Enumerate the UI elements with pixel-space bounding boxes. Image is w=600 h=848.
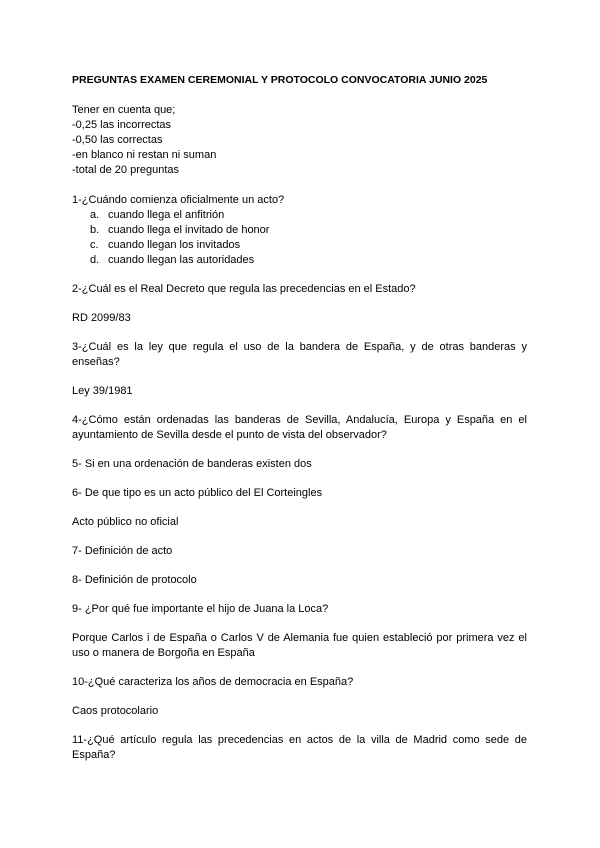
note-line: -total de 20 preguntas [72, 164, 180, 176]
note-line: -en blanco ni restan ni suman [72, 149, 217, 161]
option-item [72, 208, 527, 223]
option-letter: a. [90, 209, 100, 221]
options-list [72, 208, 527, 268]
option-item [72, 223, 527, 238]
answer-9: Porque Carlos i de España o Carlos V de Alemania fue quien estableció por primera vez el uso o manera de Borgoña en España [72, 632, 527, 659]
document-body [72, 73, 527, 777]
option-item [72, 238, 527, 253]
option-text: cuando llega el anfitrión [108, 209, 225, 221]
option-letter: c. [90, 239, 99, 251]
option-text: cuando llegan los invitados [108, 239, 241, 251]
option-letter: b. [90, 224, 100, 236]
answer-3: Ley 39/1981 [72, 385, 133, 397]
question-5: 5- Si en una ordenación de banderas existen dos [72, 458, 312, 470]
question-text: 1-¿Cuándo comienza oficialmente un acto? [72, 194, 285, 206]
note-line: -0,50 las correctas [72, 134, 163, 146]
option-text: cuando llegan las autoridades [108, 254, 255, 266]
document-title: PREGUNTAS EXAMEN CEREMONIAL Y PROTOCOLO CONVOCATORIA JUNIO 2025 [72, 74, 488, 86]
question-7: 7- Definición de acto [72, 545, 173, 557]
question-10: 10-¿Qué caracteriza los años de democracia en España? [72, 676, 354, 688]
note-line: -0,25 las incorrectas [72, 119, 172, 131]
question-9: 9- ¿Por qué fue importante el hijo de Juana la Loca? [72, 603, 329, 615]
question-6: 6- De que tipo es un acto público del El Corteingles [72, 487, 323, 499]
question-1 [72, 193, 527, 268]
answer-2: RD 2099/83 [72, 312, 131, 324]
option-item [72, 253, 527, 268]
question-2: 2-¿Cuál es el Real Decreto que regula las precedencias en el Estado? [72, 283, 416, 295]
note-line: Tener en cuenta que; [72, 104, 176, 116]
question-11: 11-¿Qué artículo regula las precedencias en actos de la villa de Madrid como sede de España? [72, 734, 527, 761]
answer-6: Acto público no oficial [72, 516, 179, 528]
exam-notes [72, 103, 527, 178]
option-letter: d. [90, 254, 100, 266]
option-text: cuando llega el invitado de honor [108, 224, 270, 236]
question-3: 3-¿Cuál es la ley que regula el uso de la bandera de España, y de otras banderas y enseñas? [72, 341, 527, 368]
answer-10: Caos protocolario [72, 705, 159, 717]
question-4: 4-¿Cómo están ordenadas las banderas de Sevilla, Andalucía, Europa y España en el ayuntamiento de Sevilla desde el punto de vista del observador? [72, 414, 527, 441]
question-8: 8- Definición de protocolo [72, 574, 197, 586]
